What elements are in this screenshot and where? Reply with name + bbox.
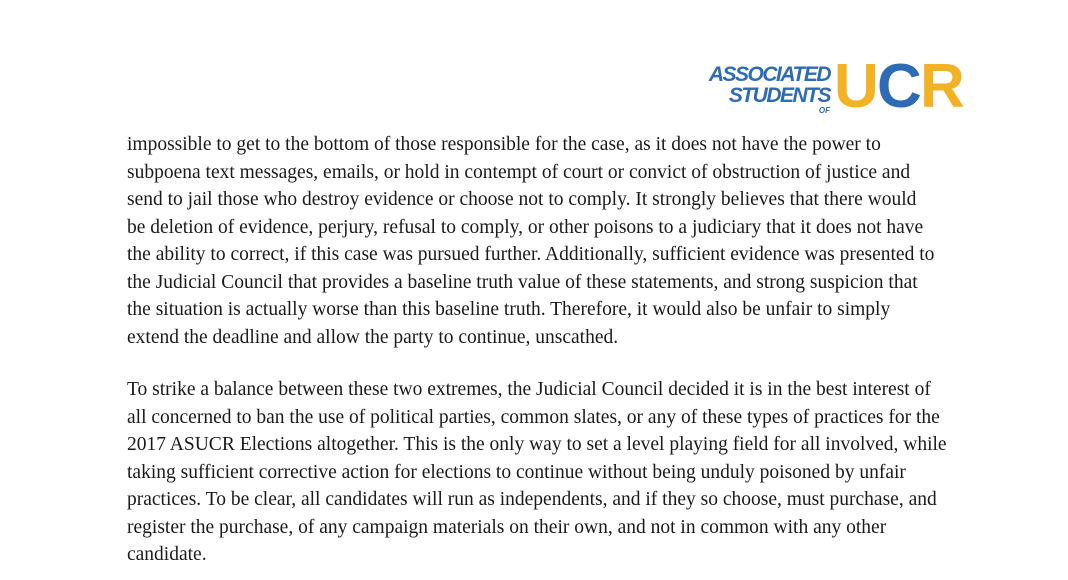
logo-c: C (877, 52, 920, 121)
paragraph-line: practices. To be clear, all candidates will run as independents, and if they so choose, must purchase, and (127, 489, 937, 510)
paragraph-line: register the purchase, of any campaign materials on their own, and not in common with any other (127, 516, 887, 538)
paragraph-line: the situation is actually worse than this baseline truth. Therefore, it would also be unfair to simply (127, 299, 891, 320)
paragraph-1 (127, 131, 957, 351)
paragraph-line: impossible to get to the bottom of those responsible for the case, as it does not have the power to (127, 134, 881, 155)
paragraph-line: be deletion of evidence, perjury, refusal to comply, or other poisons to a judiciary that it does not have (127, 216, 924, 238)
asucr-logo (708, 52, 963, 124)
paragraph-line: candidate. (127, 544, 207, 565)
logo-u: U (834, 52, 877, 121)
paragraph-line: send to jail those who destroy evidence or choose not to comply. It strongly believes that there would (127, 189, 917, 210)
paragraph-line: subpoena text messages, emails, or hold in contempt of court or convict of obstruction of justice and (127, 161, 911, 183)
logo-students: STUDENTS (728, 84, 830, 107)
document-body (127, 131, 957, 569)
paragraph-line: taking sufficient corrective action for elections to continue without being unduly poisoned by unfair (127, 461, 906, 483)
paragraph-2 (127, 376, 957, 569)
logo-r: R (920, 52, 963, 121)
logo-associated: ASSOCIATED (708, 63, 830, 86)
paragraph-line: 2017 ASUCR Elections altogether. This is the only way to set a level playing field for all involved, while (127, 434, 947, 455)
paragraph-gap (127, 351, 957, 376)
paragraph-line: the Judicial Council that provides a baseline truth value of these statements, and strong suspicion that (127, 271, 918, 293)
paragraph-line: the ability to correct, if this case was pursued further. Additionally, sufficient evidence was presented to (127, 244, 935, 265)
logo-wordmark (708, 64, 830, 115)
paragraph-line: all concerned to ban the use of political parties, common slates, or any of these types of practices for the (127, 406, 940, 428)
paragraph-line: extend the deadline and allow the party to continue, unscathed. (127, 326, 619, 348)
paragraph-line: To strike a balance between these two extremes, the Judicial Council decided it is in the best interest of (127, 379, 931, 400)
logo-of: OF (818, 106, 830, 115)
